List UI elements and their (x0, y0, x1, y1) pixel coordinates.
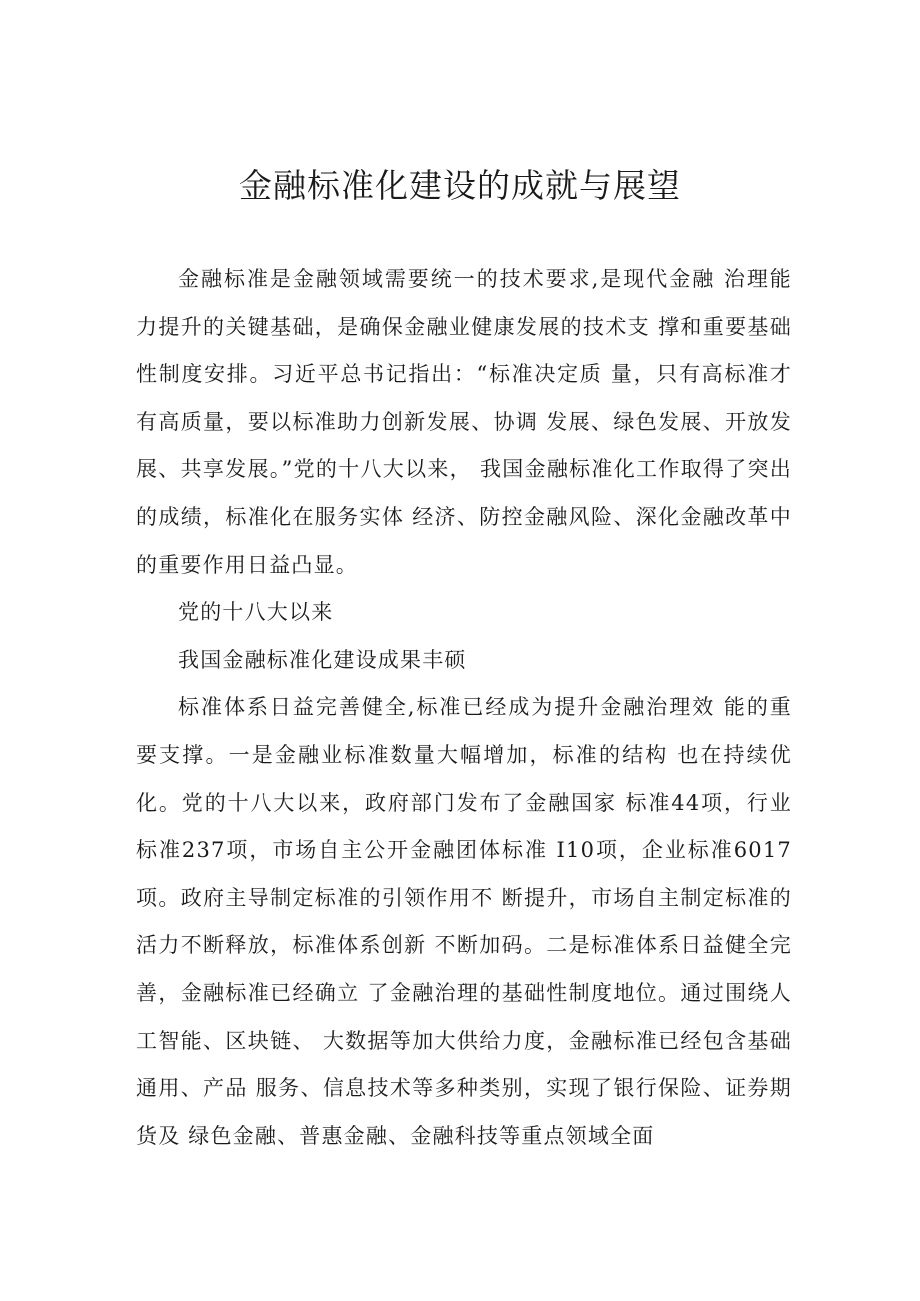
document-body (136, 256, 792, 1160)
paragraph-subheading-2: 我国金融标准化建设成果丰硕 (178, 647, 467, 672)
paragraph-subheading-1: 党的十八大以来 (178, 600, 334, 625)
paragraph-intro: 金融标准是金融领域需要统一的技术要求,是现代金融 治理能力提升的关键基础，是确保金融业健康发展的技术支 撑和重要基础性制度安排。习近平总书记指出：“标准决定质 量，只有高标准才有高质量，要以标准助力创新发展、协调 发展、绿色发展、开放发展、共享发展。”党的十八大以来， 我国金融标准化工作取得了突出的成绩，标准化在服务实体 经济、防控金融风险、深化金融改革中的重要作用日益凸显。 (136, 267, 792, 577)
document-title: 金融标准化建设的成就与展望 (239, 166, 681, 205)
paragraph-standards-system: 标准体系日益完善健全,标准已经成为提升金融治理效 能的重要支撑。一是金融业标准数量大幅增加，标准的结构 也在持续优化。党的十八大以来，政府部门发布了金融国家 标准44项，行业标准237项，市场自主公开金融团体标准 I10项，企业标准6017项。政府主导制定标准的引领作用不 断提升，市场自主制定标准的活力不断释放，标准体系创新 不断加码。二是标准体系日益健全完善，金融标准已经确立 了金融治理的基础性制度地位。通过围绕人工智能、区块链、 大数据等加大供给力度，金融标准已经包含基础通用、产品 服务、信息技术等多种类别，实现了银行保险、证券期货及 绿色金融、普惠金融、金融科技等重点领域全面 (136, 695, 792, 1148)
